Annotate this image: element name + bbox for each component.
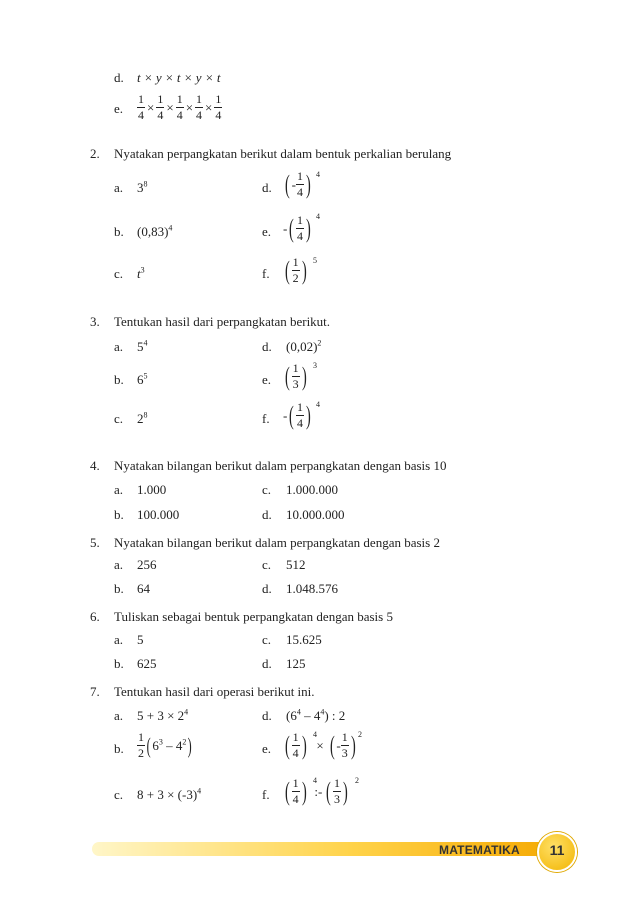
q2-d-value: ( - $\frac{1}{4}$ ) <box>284 169 311 199</box>
fraction: $\frac{1}{4}$ <box>196 92 203 122</box>
q2-d-label: d. <box>262 180 272 195</box>
question-7-number: 7. <box>90 684 100 699</box>
q7-e-exponent-2: 2 <box>358 730 362 739</box>
q2-c-value: $t^3$ <box>137 265 145 281</box>
q4-b-label: b. <box>114 507 124 522</box>
q2-b-value: $(0,83)^4$ <box>137 223 173 239</box>
question-2-text: Nyatakan perpangkatan berikut dalam bentuk perkalian berulang <box>114 146 452 161</box>
q3-d-value: $(0,02)^2$ <box>286 338 322 354</box>
fraction: $\frac{1}{4}$ <box>138 92 144 122</box>
q7-e-label: e. <box>262 741 272 756</box>
item-d-expression: t × y × t × y × t <box>137 70 221 85</box>
q6-a-label: a. <box>114 632 124 647</box>
q5-d-label: d. <box>262 581 272 596</box>
q2-e-value: - ( $\frac{1}{4}$ ) <box>283 213 311 243</box>
q6-d-value: 125 <box>286 656 306 671</box>
item-d-label: d. <box>114 70 124 85</box>
q3-a-label: a. <box>114 339 124 354</box>
q7-a-label: a. <box>114 708 124 723</box>
q2-f-label: f. <box>262 266 270 281</box>
q3-c-label: c. <box>114 411 124 426</box>
question-2-number: 2. <box>90 146 100 161</box>
q4-c-value: 1.000.000 <box>286 482 338 497</box>
q7-e-exponent-1: 4 <box>313 730 317 739</box>
q3-f-label: f. <box>262 411 270 426</box>
q7-f-exponent-2: 2 <box>355 776 359 785</box>
question-5-text: Nyatakan bilangan berikut dalam perpangkatan dengan basis 2 <box>114 535 440 550</box>
q6-c-label: c. <box>262 632 272 647</box>
q7-b-label: b. <box>114 741 124 756</box>
page-number: 11 <box>549 842 565 858</box>
q6-a-value: 5 <box>137 632 144 647</box>
q4-a-value: 1.000 <box>137 482 167 497</box>
q2-b-label: b. <box>114 224 124 239</box>
q2-a-value: $3^8$ <box>137 179 148 195</box>
q7-f-exponent-1: 4 <box>313 776 317 785</box>
q6-b-label: b. <box>114 656 124 671</box>
q2-a-label: a. <box>114 180 124 195</box>
q6-d-label: d. <box>262 656 272 671</box>
q7-c-label: c. <box>114 787 124 802</box>
q2-c-label: c. <box>114 266 124 281</box>
q3-a-value: $5^4$ <box>137 338 148 354</box>
q7-f-label: f. <box>262 787 270 802</box>
q5-a-value: 256 <box>137 557 157 572</box>
q3-e-exponent: 3 <box>313 361 317 370</box>
q3-f-exponent: 4 <box>316 400 320 409</box>
question-3-number: 3. <box>90 314 100 329</box>
q5-d-value: 1.048.576 <box>286 581 338 596</box>
q3-b-value: $6^5$ <box>137 371 148 387</box>
q5-b-label: b. <box>114 581 124 596</box>
q6-b-value: 625 <box>137 656 157 671</box>
q2-f-exponent: 5 <box>313 256 317 265</box>
q4-c-label: c. <box>262 482 272 497</box>
q2-d-exponent: 4 <box>316 170 320 179</box>
question-4-number: 4. <box>90 458 100 473</box>
q7-a-value: $5 + 3 \times 2^4$ <box>137 707 189 723</box>
item-e-label: e. <box>114 101 124 116</box>
question-5-number: 5. <box>90 535 100 550</box>
item-e-expression <box>137 93 222 122</box>
q3-b-label: b. <box>114 372 124 387</box>
q6-c-value: 15.625 <box>286 632 322 647</box>
fraction: $\frac{1}{4}$ <box>176 92 183 122</box>
q5-a-label: a. <box>114 557 124 572</box>
q3-d-label: d. <box>262 339 272 354</box>
q2-e-exponent: 4 <box>316 212 320 221</box>
q5-b-value: 64 <box>137 581 150 596</box>
q3-e-value: ( $\frac{1}{3}$ ) <box>284 361 307 391</box>
q2-f-value: ( $\frac{1}{2}$ ) <box>284 255 307 285</box>
question-7-text: Tentukan hasil dari operasi berikut ini. <box>114 684 315 699</box>
q4-d-label: d. <box>262 507 272 522</box>
q7-f-value: ( $\frac{1}{4}$ ) :- ( $\frac{1}{3}$ ) <box>284 776 348 806</box>
q4-b-value: 100.000 <box>137 507 180 522</box>
q5-c-label: c. <box>262 557 272 572</box>
q7-c-value: $8 + 3 \times (-3)^4$ <box>137 786 202 802</box>
q7-d-value: $(6^4 - 4^4)$ : 2 <box>286 707 346 723</box>
times-sign: × <box>185 99 194 115</box>
times-sign: × <box>166 99 174 115</box>
footer-title: MATEMATIKA <box>439 843 520 857</box>
q7-d-label: d. <box>262 708 272 723</box>
question-3-text: Tentukan hasil dari perpangkatan berikut. <box>114 314 331 329</box>
q4-d-value: 10.000.000 <box>286 507 345 522</box>
q2-e-label: e. <box>262 224 272 239</box>
fraction: $\frac{1}{4}$ <box>157 92 164 122</box>
q7-b-value: $\frac{1}{2}$ ( $6^3 - 4^2$ ) <box>138 730 193 760</box>
fraction: $\frac{1}{4}$ <box>215 92 222 122</box>
question-6-number: 6. <box>90 609 100 624</box>
q4-a-label: a. <box>114 482 124 497</box>
times-sign: × <box>205 99 213 115</box>
question-4-text: Nyatakan bilangan berikut dalam perpangkatan dengan basis 10 <box>114 458 447 473</box>
q3-e-label: e. <box>262 372 272 387</box>
q3-f-value: - ( $\frac{1}{4}$ ) <box>283 400 311 430</box>
times-sign: × <box>147 99 155 115</box>
q5-c-value: 512 <box>286 557 306 572</box>
q7-e-value: ( $\frac{1}{4}$ ) × ( - $\frac{1}{3}$ ) <box>284 730 356 760</box>
q3-c-value: $2^8$ <box>137 410 148 426</box>
question-6-text: Tuliskan sebagai bentuk perpangkatan dengan basis 5 <box>114 609 393 624</box>
